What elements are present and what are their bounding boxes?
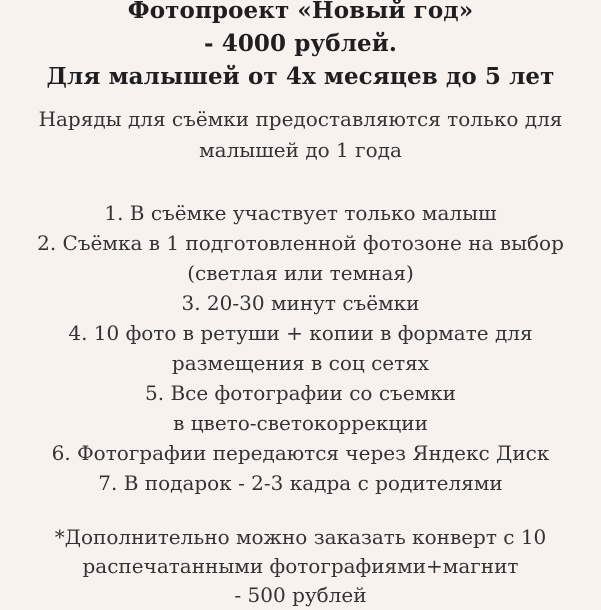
list-item: в цвето-светокоррекции [173,411,428,435]
list-item: (светлая или темная) [187,261,414,285]
list-item: 7. В подарок - 2-3 кадра с родителями [98,471,503,495]
title-line-price: - 4000 рублей. [203,30,398,57]
list-item: 3. 20-30 минут съёмки [181,291,420,315]
conditions-list [0,198,601,498]
list-item: 1. В съёмке участвует только малыш [104,201,497,225]
outfits-note-line-2: малышей до 1 года [199,138,402,162]
title-block [0,0,601,93]
extra-offer-line-3: - 500 рублей [234,583,367,607]
list-item: 2. Съёмка в 1 подготовленной фотозоне на выбор [37,231,564,255]
outfits-note [0,104,601,166]
extra-offer-note [0,523,601,610]
list-item: 6. Фотографии передаются через Яндекс Диск [51,441,550,465]
list-item: размещения в соц сетях [171,351,430,375]
title-line-age: Для малышей от 4х месяцев до 5 лет [46,63,555,90]
title-line-1: Фотопроект «Новый год» [127,0,474,24]
outfits-note-line-1: Наряды для съёмки предоставляются только для [38,107,563,131]
extra-offer-line-1: *Дополнительно можно заказать конверт с 10 [54,525,547,549]
list-item: 4. 10 фото в ретуши + копии в формате для [68,321,533,345]
list-item: 5. Все фотографии со съемки [145,381,456,405]
extra-offer-line-2: распечатанными фотографиями+магнит [82,554,519,578]
